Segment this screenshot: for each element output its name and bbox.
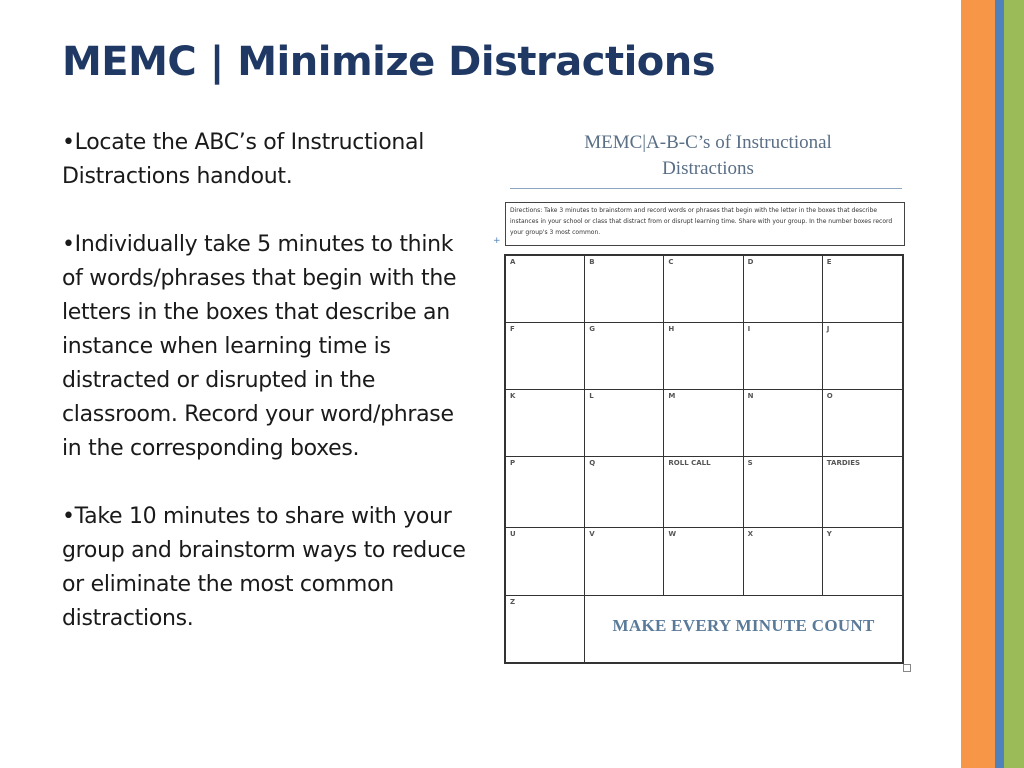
grid-cell (506, 528, 585, 596)
grid-cell (744, 528, 823, 596)
grid-cell-label: Q (589, 459, 596, 467)
move-handle-icon: + (493, 236, 501, 246)
grid-cell (744, 390, 823, 457)
grid-cell (506, 596, 585, 662)
grid-cell (506, 457, 585, 528)
grid-cell-label: Z (510, 598, 516, 606)
grid-cell (585, 390, 664, 457)
grid-cell (506, 256, 585, 323)
grid-cell (744, 256, 823, 323)
grid-cell-label: B (589, 258, 595, 266)
grid-cell-label: Y (826, 530, 832, 538)
grid-cell (744, 457, 823, 528)
grid-cell (823, 457, 902, 528)
grid-cell (823, 390, 902, 457)
grid-cell-label: C (668, 258, 674, 266)
grid-cell-label: O (826, 392, 833, 400)
grid-cell (823, 323, 902, 390)
bullet-locate-handout: •Locate the ABC’s of Instructional Distractions handout. (62, 130, 425, 189)
grid-cell-label: M (668, 392, 676, 400)
handout-motto: MAKE EVERY MINUTE COUNT (612, 616, 875, 635)
grid-cell-label: V (589, 530, 595, 538)
grid-cell-label: S (747, 459, 753, 467)
grid-cell-label: G (589, 325, 595, 333)
bullet-list (62, 126, 472, 670)
bullet-group-share: •Take 10 minutes to share with your group and brainstorm ways to reduce or eliminate the most common distractions. (62, 504, 466, 631)
resize-handle-icon (903, 664, 911, 672)
grid-cell-label: K (510, 392, 516, 400)
grid-cell-label: H (668, 325, 675, 333)
abc-grid (504, 254, 904, 664)
grid-cell (823, 256, 902, 323)
grid-cell (664, 457, 743, 528)
grid-cell-label: E (826, 258, 832, 266)
grid-cell-label: U (510, 530, 516, 538)
handout-title-line2: Distractions (662, 158, 754, 179)
grid-cell-label: P (510, 459, 516, 467)
grid-cell (664, 528, 743, 596)
grid-cell (744, 323, 823, 390)
grid-cell (664, 256, 743, 323)
grid-cell (585, 457, 664, 528)
grid-cell-label: D (747, 258, 754, 266)
grid-cell (664, 390, 743, 457)
grid-cell (585, 323, 664, 390)
grid-cell (506, 390, 585, 457)
bullet-individual-task: •Individually take 5 minutes to think of words/phrases that begin with the letters in the boxes that describe an instance when learning time is distracted or disrupted in the classroom. Record your word/phrase in the corresponding boxes. (62, 232, 457, 461)
grid-cell-label: F (510, 325, 515, 333)
handout-title-line1: MEMC|A-B-C’s of Instructional (584, 132, 832, 153)
grid-cell-label: J (826, 325, 830, 333)
grid-cell-label: X (747, 530, 753, 538)
handout-directions: Directions: Take 3 minutes to brainstorm and record words or phrases that begin with the letter in the boxes that describe instances in your school or class that distract from or disrupt learning time. Share with your group. In the number boxes record your group's 3 most common. (505, 202, 905, 246)
slide-title: MEMC | Minimize Distractions (62, 39, 716, 85)
grid-cell-label: W (668, 530, 677, 538)
accent-stripe-blue (995, 0, 1004, 768)
grid-cell-label: ROLL CALL (668, 459, 711, 467)
handout-image (493, 118, 923, 678)
accent-stripe-orange (961, 0, 995, 768)
grid-cell-label: TARDIES (826, 459, 861, 467)
accent-stripe-green (1004, 0, 1024, 768)
handout-title (493, 130, 923, 182)
grid-cell (823, 528, 902, 596)
grid-cell (585, 256, 664, 323)
grid-cell-label: A (510, 258, 516, 266)
grid-cell (664, 323, 743, 390)
grid-cell-label: L (589, 392, 594, 400)
grid-cell (585, 528, 664, 596)
handout-divider (510, 188, 902, 189)
grid-cell-label: I (747, 325, 751, 333)
grid-cell (506, 323, 585, 390)
grid-cell-label: N (747, 392, 754, 400)
